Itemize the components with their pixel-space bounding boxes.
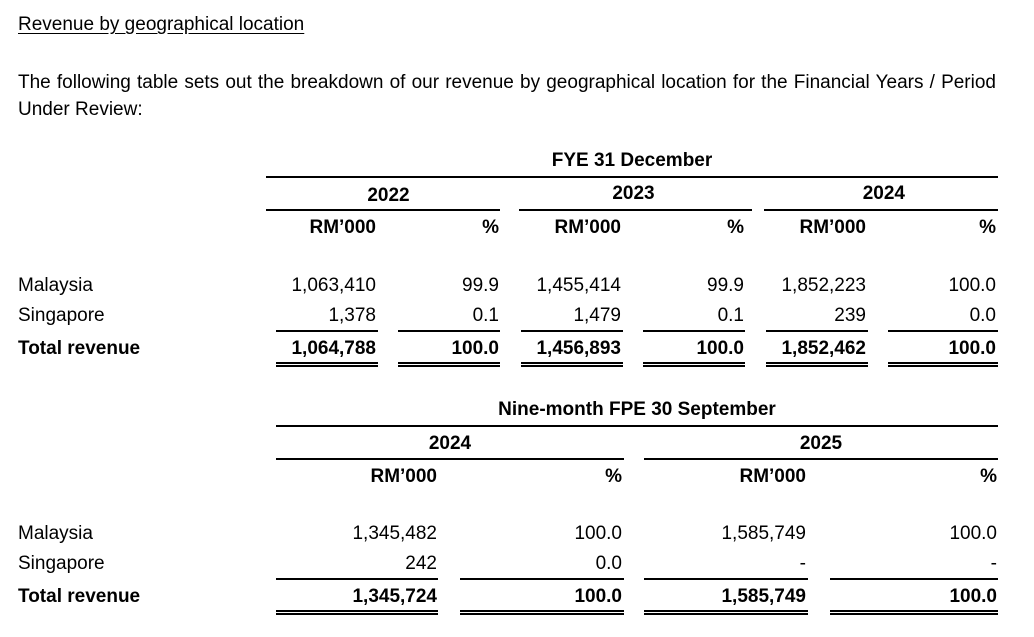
cell-value: 1,479 <box>573 305 621 326</box>
year-rule-2024 <box>764 209 998 211</box>
total-double-rule <box>888 362 998 367</box>
subtotal-rule <box>766 330 868 332</box>
cell-value: 0.0 <box>595 553 622 574</box>
row-label: Singapore <box>18 553 105 574</box>
group-header-fye: FYE 31 December <box>551 150 713 171</box>
cell-value: 1,585,749 <box>721 586 806 607</box>
subtotal-rule <box>830 578 998 580</box>
cell-value: 99.9 <box>462 275 499 296</box>
year-rule-2024 <box>276 458 624 460</box>
subtotal-rule <box>276 578 438 580</box>
cell-value: 100.0 <box>949 523 997 544</box>
year-rule-2022 <box>266 209 500 211</box>
cell-value: 100.0 <box>696 338 744 359</box>
pct-header: % <box>727 217 744 238</box>
total-double-rule <box>766 362 868 367</box>
unit-header: RM’000 <box>370 466 437 487</box>
cell-value: 100.0 <box>949 586 997 607</box>
pct-header: % <box>605 466 622 487</box>
pct-header: % <box>980 466 997 487</box>
subtotal-rule <box>521 330 623 332</box>
group-header-rule <box>266 176 998 178</box>
year-header-2024: 2024 <box>862 183 905 204</box>
unit-header: RM’000 <box>554 217 621 238</box>
year-rule-2023 <box>519 209 752 211</box>
unit-header: RM’000 <box>799 217 866 238</box>
subtotal-rule <box>276 330 378 332</box>
total-double-rule <box>276 610 438 615</box>
pct-header: % <box>482 217 499 238</box>
year-header-2022: 2022 <box>367 185 410 206</box>
row-label: Malaysia <box>18 275 93 296</box>
cell-value: 1,063,410 <box>291 275 376 296</box>
cell-value: 1,455,414 <box>536 275 621 296</box>
cell-value: 100.0 <box>948 275 996 296</box>
year-rule-2025 <box>644 458 998 460</box>
subtotal-rule <box>888 330 998 332</box>
unit-header: RM’000 <box>739 466 806 487</box>
row-label: Malaysia <box>18 523 93 544</box>
pct-header: % <box>979 217 996 238</box>
cell-value: 1,585,749 <box>721 523 806 544</box>
group-header-fpe: Nine-month FPE 30 September <box>498 399 776 420</box>
total-double-rule <box>521 362 623 367</box>
cell-value: - <box>799 553 806 574</box>
row-label: Total revenue <box>18 586 141 607</box>
year-header-2025: 2025 <box>799 433 843 454</box>
group-header-rule <box>276 425 998 427</box>
cell-value: 0.1 <box>472 305 499 326</box>
cell-value: 242 <box>405 553 437 574</box>
total-double-rule <box>644 610 808 615</box>
cell-value: 1,456,893 <box>536 338 621 359</box>
cell-value: 239 <box>834 305 866 326</box>
cell-value: - <box>990 553 997 574</box>
total-double-rule <box>276 362 378 367</box>
cell-value: 1,345,724 <box>352 586 437 607</box>
total-double-rule <box>830 610 998 615</box>
cell-value: 100.0 <box>948 338 996 359</box>
subtotal-rule <box>460 578 624 580</box>
cell-value: 1,852,223 <box>781 275 866 296</box>
cell-value: 1,064,788 <box>291 338 376 359</box>
cell-value: 100.0 <box>574 523 622 544</box>
section-heading: Revenue by geographical location <box>18 14 305 35</box>
subtotal-rule <box>644 578 808 580</box>
cell-value: 1,345,482 <box>352 523 437 544</box>
year-header-2023: 2023 <box>612 183 655 204</box>
cell-value: 100.0 <box>451 338 499 359</box>
cell-value: 0.0 <box>969 305 996 326</box>
subtotal-rule <box>643 330 745 332</box>
total-double-rule <box>398 362 500 367</box>
total-double-rule <box>643 362 745 367</box>
cell-value: 1,378 <box>328 305 376 326</box>
intro-paragraph: The following table sets out the breakdown of our revenue by geographical location for the Financial Years / Period Under Review: <box>18 72 996 120</box>
cell-value: 0.1 <box>717 305 744 326</box>
row-label: Singapore <box>18 305 105 326</box>
subtotal-rule <box>398 330 500 332</box>
cell-value: 99.9 <box>707 275 744 296</box>
unit-header: RM’000 <box>309 217 376 238</box>
row-label: Total revenue <box>18 338 141 359</box>
year-header-2024: 2024 <box>428 433 472 454</box>
cell-value: 100.0 <box>574 586 622 607</box>
total-double-rule <box>460 610 624 615</box>
cell-value: 1,852,462 <box>781 338 866 359</box>
